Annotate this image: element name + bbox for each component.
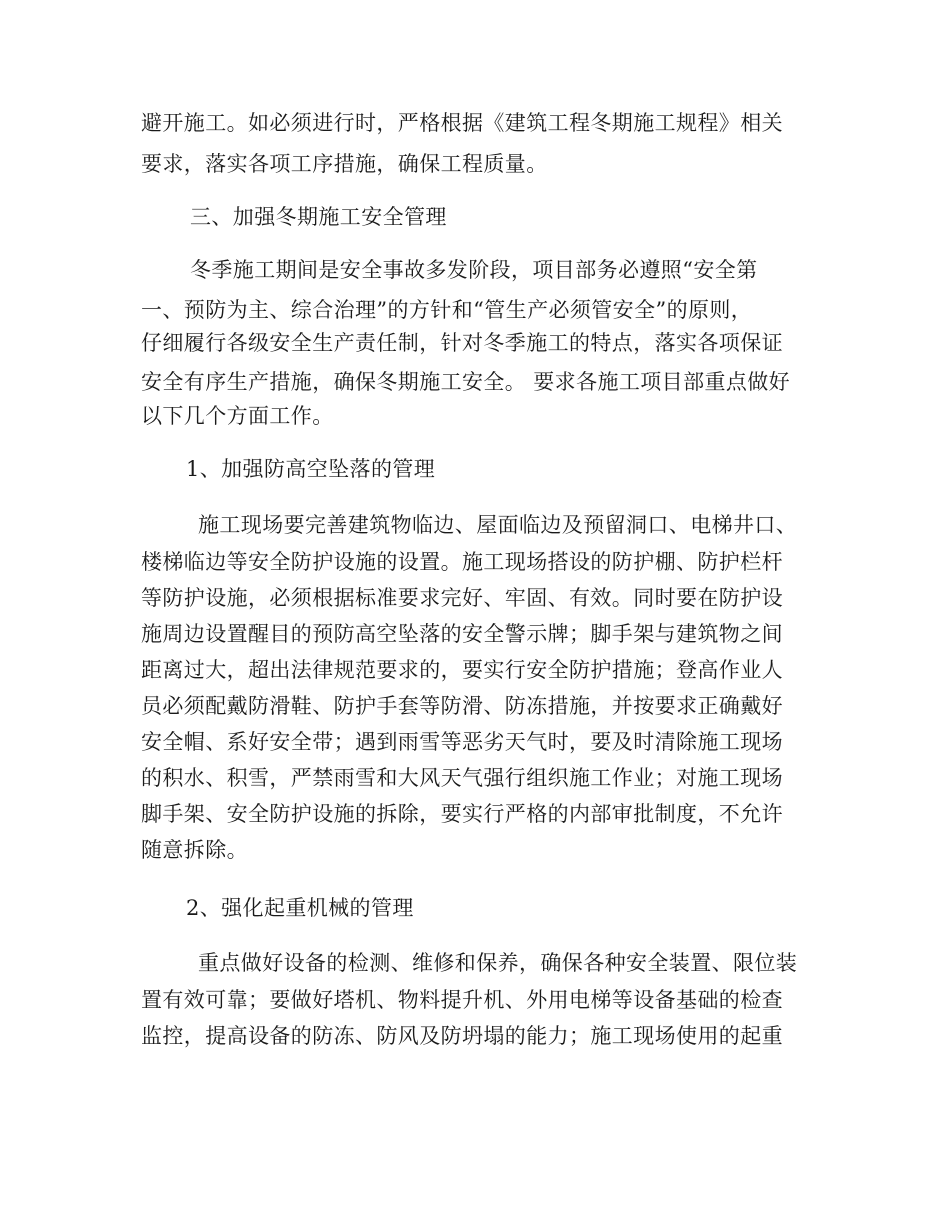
- paragraph-line: 要求，落实各项工序措施，确保工程质量。: [141, 152, 548, 176]
- paragraph-line: 脚手架、安全防护设施的拆除，要实行严格的内部审批制度，不允许: [141, 802, 783, 826]
- paragraph-line: 安全帽、系好安全带；遇到雨雪等恶劣天气时，要及时清除施工现场: [141, 730, 783, 754]
- subsection-heading: 2、强化起重机械的管理: [186, 896, 414, 920]
- paragraph-line: 的积水、积雪，严禁雨雪和大风天气强行组织施工作业；对施工现场: [141, 766, 783, 790]
- paragraph-line: 施周边设置醒目的预防高空坠落的安全警示牌；脚手架与建筑物之间: [141, 622, 783, 646]
- paragraph-line: 安全有序生产措施，确保冬期施工安全。 要求各施工项目部重点做好: [141, 370, 791, 394]
- paragraph-line: 一、预防为主、综合治理”的方针和“管生产必须管安全”的原则，: [141, 298, 753, 322]
- paragraph-line: 置有效可靠；要做好塔机、物料提升机、外用电梯等设备基础的检查: [141, 988, 783, 1012]
- paragraph-line: 以下几个方面工作。: [141, 404, 334, 428]
- subsection-heading: 1、加强防高空坠落的管理: [186, 457, 436, 481]
- paragraph-line: 监控，提高设备的防冻、防风及防坍塌的能力；施工现场使用的起重: [141, 1024, 783, 1048]
- paragraph-line: 员必须配戴防滑鞋、防护手套等防滑、防冻措施，并按要求正确戴好: [141, 694, 783, 718]
- paragraph-line: 楼梯临边等安全防护设施的设置。施工现场搭设的防护棚、防护栏杆: [141, 550, 783, 574]
- paragraph-line: 施工现场要完善建筑物临边、屋面临边及预留洞口、电梯井口、: [198, 513, 798, 537]
- paragraph-line: 避开施工。如必须进行时，严格根据《建筑工程冬期施工规程》相关: [141, 111, 783, 135]
- paragraph-line: 重点做好设备的检测、维修和保养，确保各种安全装置、限位装: [198, 951, 798, 975]
- paragraph-line: 仔细履行各级安全生产责任制，针对冬季施工的特点，落实各项保证: [141, 331, 783, 355]
- paragraph-line: 等防护设施，必须根据标准要求完好、牢固、有效。同时要在防护设: [141, 586, 783, 610]
- paragraph-line: 随意拆除。: [141, 838, 248, 862]
- section-heading: 三、加强冬期施工安全管理: [190, 205, 447, 229]
- paragraph-line: 距离过大，超出法律规范要求的，要实行安全防护措施；登高作业人: [141, 658, 783, 682]
- paragraph-line: 冬季施工期间是安全事故多发阶段，项目部务必遵照“安全第: [190, 258, 758, 282]
